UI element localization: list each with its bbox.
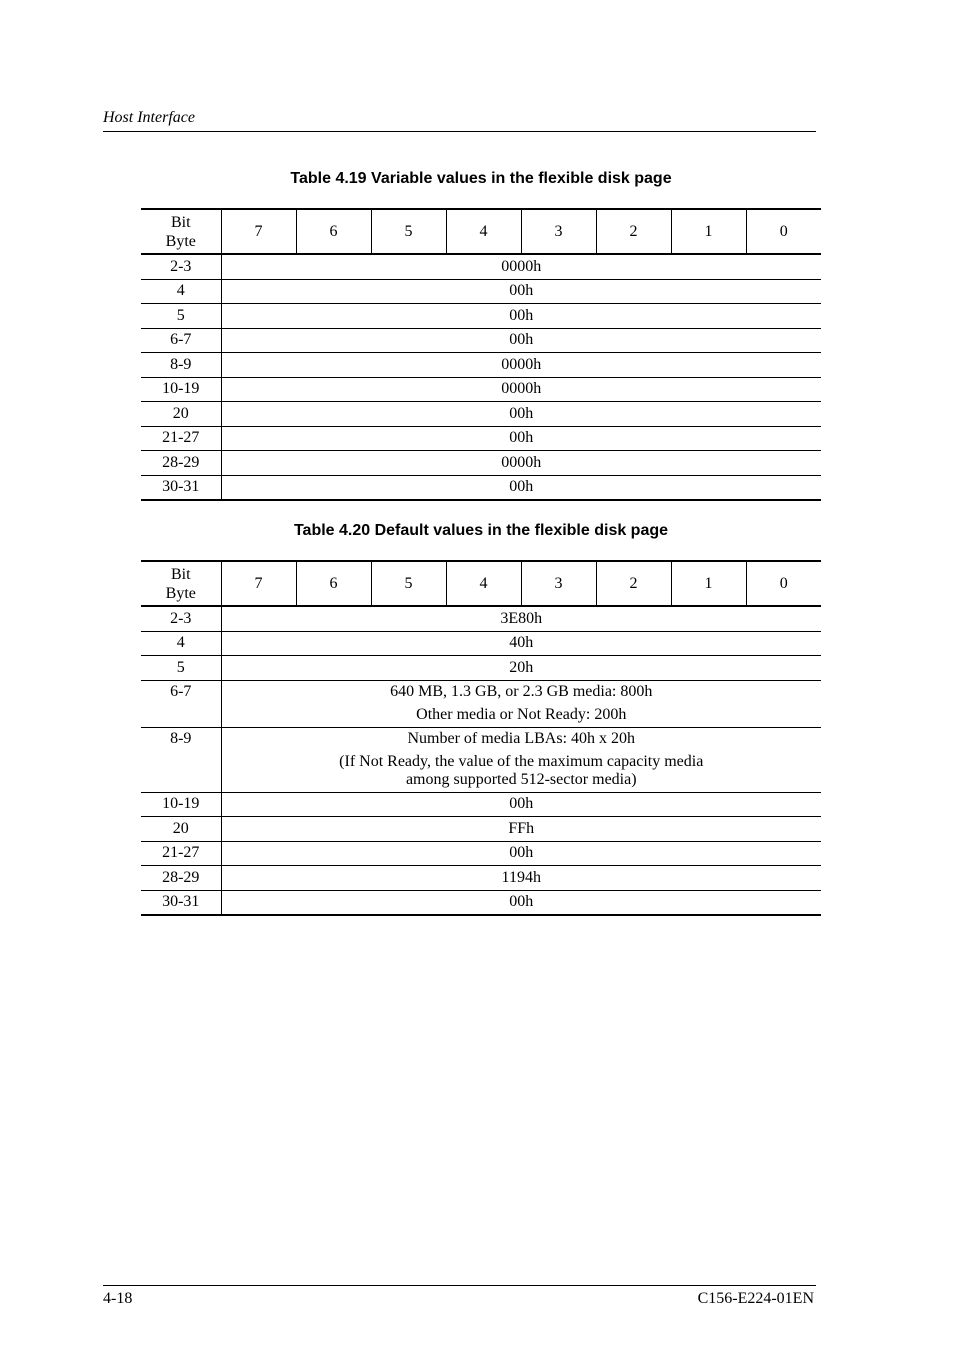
table-body [141,209,821,500]
table-row [141,792,821,817]
bit-column-header: 3 [521,209,596,254]
header-row [141,561,821,606]
byte-cell: 21-27 [141,841,221,866]
table-row [141,680,821,727]
bit-column-header: 0 [746,561,821,606]
value-cell [221,304,821,329]
value-cell [221,377,821,402]
byte-cell: 20 [141,402,221,427]
value-cell [221,680,821,727]
table-body [141,561,821,915]
value-line: 00h [509,795,534,813]
value-line: 00h [509,404,534,422]
table-row [141,606,821,631]
byte-cell: 10-19 [141,792,221,817]
bit-column-header: 0 [746,209,821,254]
value-line: 3E80h [500,609,543,627]
value-cell [221,426,821,451]
header-bit-label: Bit [170,565,191,583]
byte-cell: 8-9 [141,353,221,378]
bit-column-header: 5 [371,561,446,606]
table-row [141,656,821,681]
value-cell [221,890,821,915]
value-line: 00h [509,893,534,911]
default-values-table [141,560,821,916]
bit-column-header: 6 [296,561,371,606]
byte-cell: 30-31 [141,890,221,915]
table-row [141,353,821,378]
value-cell [221,631,821,656]
value-cell [221,279,821,304]
table-row [141,328,821,353]
table-row [141,451,821,476]
table-row [141,727,821,792]
bit-column-header: 4 [446,561,521,606]
table-row [141,631,821,656]
byte-cell: 5 [141,304,221,329]
document-code: C156-E224-01EN [697,1290,814,1307]
value-line: (If Not Ready, the value of the maximum capacity media [339,752,704,770]
value-line: 0000h [501,257,542,275]
bit-column-header: 7 [221,561,296,606]
table-row [141,426,821,451]
value-cell [221,328,821,353]
header-byte-label: Byte [165,584,196,602]
table-caption-4-19: Table 4.19 Variable values in the flexible disk page [290,170,672,187]
table-caption-4-20: Table 4.20 Default values in the flexible disk page [293,522,669,539]
table-row [141,304,821,329]
value-line: 00h [509,331,534,349]
byte-cell: 28-29 [141,451,221,476]
bit-column-header: 1 [671,561,746,606]
byte-cell: 5 [141,656,221,681]
byte-cell: 2-3 [141,606,221,631]
value-cell [221,792,821,817]
byte-cell: 8-9 [141,727,221,792]
value-line: 40h [509,634,534,652]
header-bit-byte-cell [141,561,221,606]
table-row [141,402,821,427]
header-row [141,209,821,254]
table-row [141,841,821,866]
value-cell [221,606,821,631]
value-line: 00h [509,282,534,300]
bit-column-header: 2 [596,561,671,606]
value-cell [221,866,821,891]
value-cell [221,402,821,427]
byte-cell: 21-27 [141,426,221,451]
running-head: Host Interface [103,108,816,132]
value-line: Other media or Not Ready: 200h [416,705,627,723]
byte-cell: 6-7 [141,328,221,353]
value-cell [221,451,821,476]
value-line: 00h [509,429,534,447]
byte-cell: 6-7 [141,680,221,727]
value-line: 00h [509,478,534,496]
bit-column-header: 5 [371,209,446,254]
value-line: 0000h [501,453,542,471]
table-row [141,866,821,891]
value-line: 00h [509,844,534,862]
value-cell [221,841,821,866]
value-cell [221,727,821,792]
value-cell [221,656,821,681]
value-cell [221,817,821,842]
bit-column-header: 4 [446,209,521,254]
value-line: 640 MB, 1.3 GB, or 2.3 GB media: 800h [390,682,653,700]
table-row [141,254,821,279]
variable-values-table [141,208,821,501]
byte-cell: 20 [141,817,221,842]
header-bit-byte-cell [141,209,221,254]
bit-column-header: 6 [296,209,371,254]
value-line: Number of media LBAs: 40h x 20h [407,729,636,747]
bit-column-header: 1 [671,209,746,254]
header-byte-label: Byte [165,232,196,250]
bit-column-header: 7 [221,209,296,254]
value-line: 00h [509,306,534,324]
header-bit-label: Bit [170,213,191,231]
table-row [141,817,821,842]
table-row [141,475,821,500]
bit-column-header: 3 [521,561,596,606]
value-line: 0000h [501,355,542,373]
value-cell [221,254,821,279]
value-cell [221,475,821,500]
value-line: among supported 512-sector media) [405,770,637,788]
table-row [141,279,821,304]
table-row [141,890,821,915]
byte-cell: 4 [141,631,221,656]
value-line: 20h [509,658,534,676]
bit-column-header: 2 [596,209,671,254]
value-cell [221,353,821,378]
byte-cell: 10-19 [141,377,221,402]
byte-cell: 28-29 [141,866,221,891]
value-line: FFh [508,819,535,837]
footer-rule [103,1285,816,1286]
byte-cell: 30-31 [141,475,221,500]
value-line: 1194h [501,868,541,886]
table-row [141,377,821,402]
byte-cell: 2-3 [141,254,221,279]
value-line: 0000h [501,380,542,398]
byte-cell: 4 [141,279,221,304]
page-number: 4-18 [103,1290,133,1307]
